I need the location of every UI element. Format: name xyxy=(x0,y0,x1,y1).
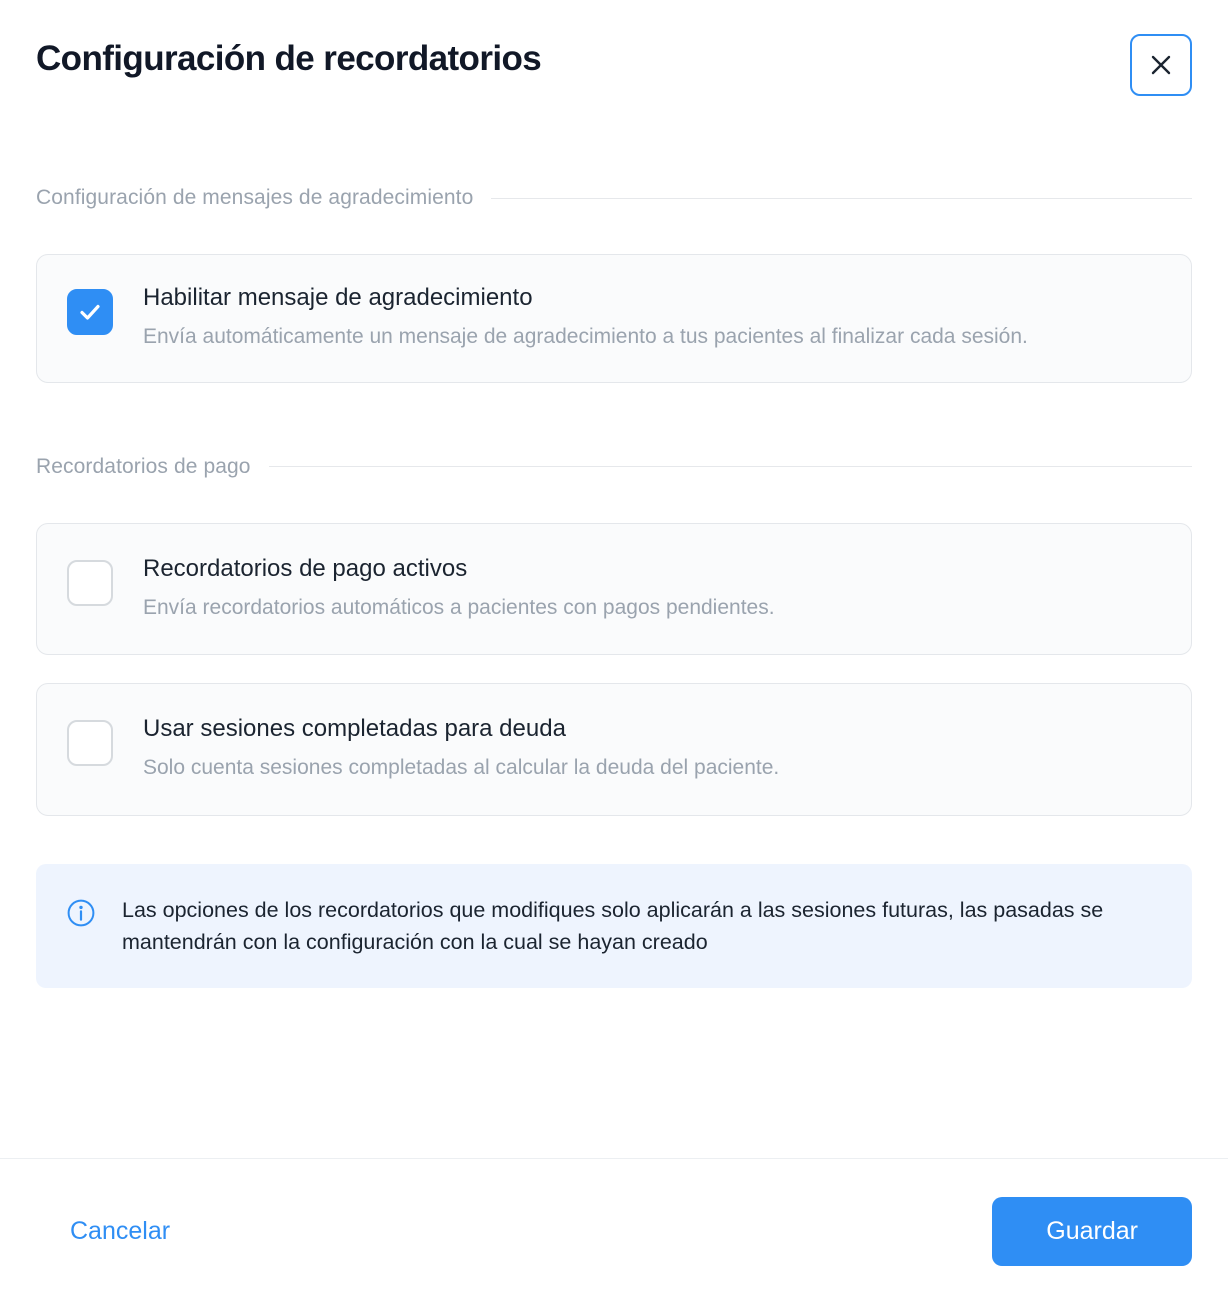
spacer xyxy=(36,124,1192,186)
spacer xyxy=(36,411,1192,455)
option-description: Solo cuenta sesiones completadas al calcular la deuda del paciente. xyxy=(143,756,780,780)
option-card-thankyou-message[interactable] xyxy=(36,254,1192,383)
section-legend-thankyou xyxy=(36,186,1192,210)
divider xyxy=(269,466,1192,467)
option-text xyxy=(143,554,1161,625)
option-text xyxy=(143,714,1161,785)
option-title: Recordatorios de pago activos xyxy=(143,554,468,582)
checkbox-payment-reminders[interactable] xyxy=(67,560,113,606)
close-icon xyxy=(1146,50,1176,80)
option-description: Envía automáticamente un mensaje de agradecimiento a tus pacientes al finalizar cada sesión. xyxy=(143,325,1028,348)
option-title: Habilitar mensaje de agradecimiento xyxy=(143,284,533,311)
checkbox-thankyou-message[interactable] xyxy=(67,289,113,335)
option-text xyxy=(143,283,1161,354)
info-banner-text: Las opciones de los recordatorios que modifiques solo aplicarán a las sesiones futuras, las pasadas se mantendrán con la configuración con la cual se hayan creado xyxy=(122,897,1104,954)
option-card-payment-reminders[interactable] xyxy=(36,523,1192,656)
cancel-button[interactable]: Cancelar xyxy=(36,1205,204,1258)
dialog-header xyxy=(0,0,1228,124)
section-legend-payment xyxy=(36,455,1192,479)
option-card-completed-sessions-debt[interactable] xyxy=(36,683,1192,816)
divider xyxy=(491,198,1192,199)
page-title: Configuración de recordatorios xyxy=(36,39,542,78)
check-icon xyxy=(77,299,103,325)
dialog-body xyxy=(0,124,1228,1158)
info-banner xyxy=(36,864,1192,989)
option-title: Usar sesiones completadas para deuda xyxy=(143,715,566,743)
checkbox-completed-sessions-debt[interactable] xyxy=(67,720,113,766)
save-button[interactable]: Guardar xyxy=(992,1197,1192,1266)
option-description: Envía recordatorios automáticos a pacientes con pagos pendientes. xyxy=(143,595,775,619)
dialog-footer xyxy=(0,1158,1228,1304)
info-icon xyxy=(66,898,96,928)
section-legend-label: Recordatorios de pago xyxy=(36,454,251,478)
section-legend-label: Configuración de mensajes de agradecimiento xyxy=(36,186,474,209)
close-button[interactable] xyxy=(1130,34,1192,96)
